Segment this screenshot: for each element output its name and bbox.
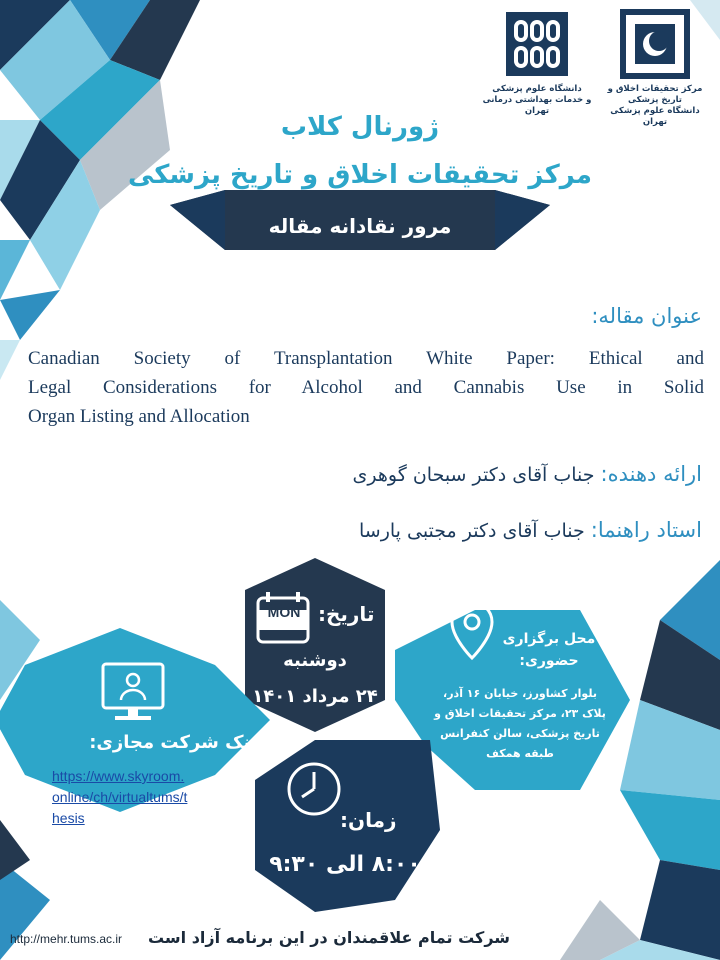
date-value: ۲۴ مرداد ۱۴۰۱ [252, 686, 378, 707]
online-link-line-2[interactable]: online/ch/virtualtums/t [52, 789, 188, 805]
presenter-line [353, 462, 702, 486]
research-center-caption: مرکز تحقیقات اخلاق و تاریخ پزشکی دانشگاه علوم پزشکی تهران [607, 84, 703, 127]
university-caption: دانشگاه علوم پزشکی و خدمات بهداشتی درمانی تهران [482, 84, 592, 116]
page-subtitle: مرکز تحقیقات اخلاق و تاریخ پزشکی [128, 160, 592, 190]
university-logo [482, 8, 592, 117]
date-day: دوشنبه [283, 650, 347, 671]
location-address: بلوار کشاورز، خیابان ۱۶ آذر، پلاک ۲۳، مرکز تحقیقات اخلاق و تاریخ پزشکی، سالن کنفرانس طبقه همکف [434, 687, 606, 760]
online-link-line-3[interactable]: hesis [52, 810, 85, 826]
article-title-line-1: Canadian Society of Transplantation White Paper: Ethical and [28, 348, 704, 369]
footer-url[interactable]: http://mehr.tums.ac.ir [10, 932, 123, 946]
presenter-name: جناب آقای دکتر سبحان گوهری [352, 464, 595, 486]
footer-note: شرکت تمام علاقمندان در این برنامه آزاد است [147, 928, 510, 947]
date-label: تاریخ: [318, 602, 375, 626]
time-value: ۸:۰۰ الی ۹:۳۰ [269, 852, 421, 877]
article-title-line-2: Legal Considerations for Alcohol and Cannabis Use in Solid [28, 377, 704, 398]
online-link-label: لینک شرکت مجازی: [89, 732, 265, 753]
advisor-line [359, 518, 702, 542]
article-title-label: عنوان مقاله: [591, 304, 702, 328]
advisor-name: جناب آقای دکتر مجتبی پارسا [358, 520, 585, 542]
article-title-line-3: Organ Listing and Allocation [28, 406, 250, 427]
research-center-logo [600, 8, 710, 128]
location-label: محل برگزاری حضوری: [502, 631, 596, 669]
page-title: ژورنال کلاب [280, 112, 440, 142]
article-title [28, 344, 704, 431]
presenter-label: ارائه دهنده: [600, 462, 702, 486]
calendar-day-text: MON [267, 604, 301, 620]
ethics-center-emblem [619, 8, 691, 80]
online-link[interactable] [52, 766, 187, 829]
university-emblem [502, 8, 572, 80]
time-label: زمان: [340, 808, 397, 832]
advisor-label: استاد راهنما: [590, 518, 702, 542]
banner-label: مرور نقادانه مقاله [268, 214, 452, 238]
online-link-line-1[interactable]: https://www.skyroom. [52, 768, 185, 784]
